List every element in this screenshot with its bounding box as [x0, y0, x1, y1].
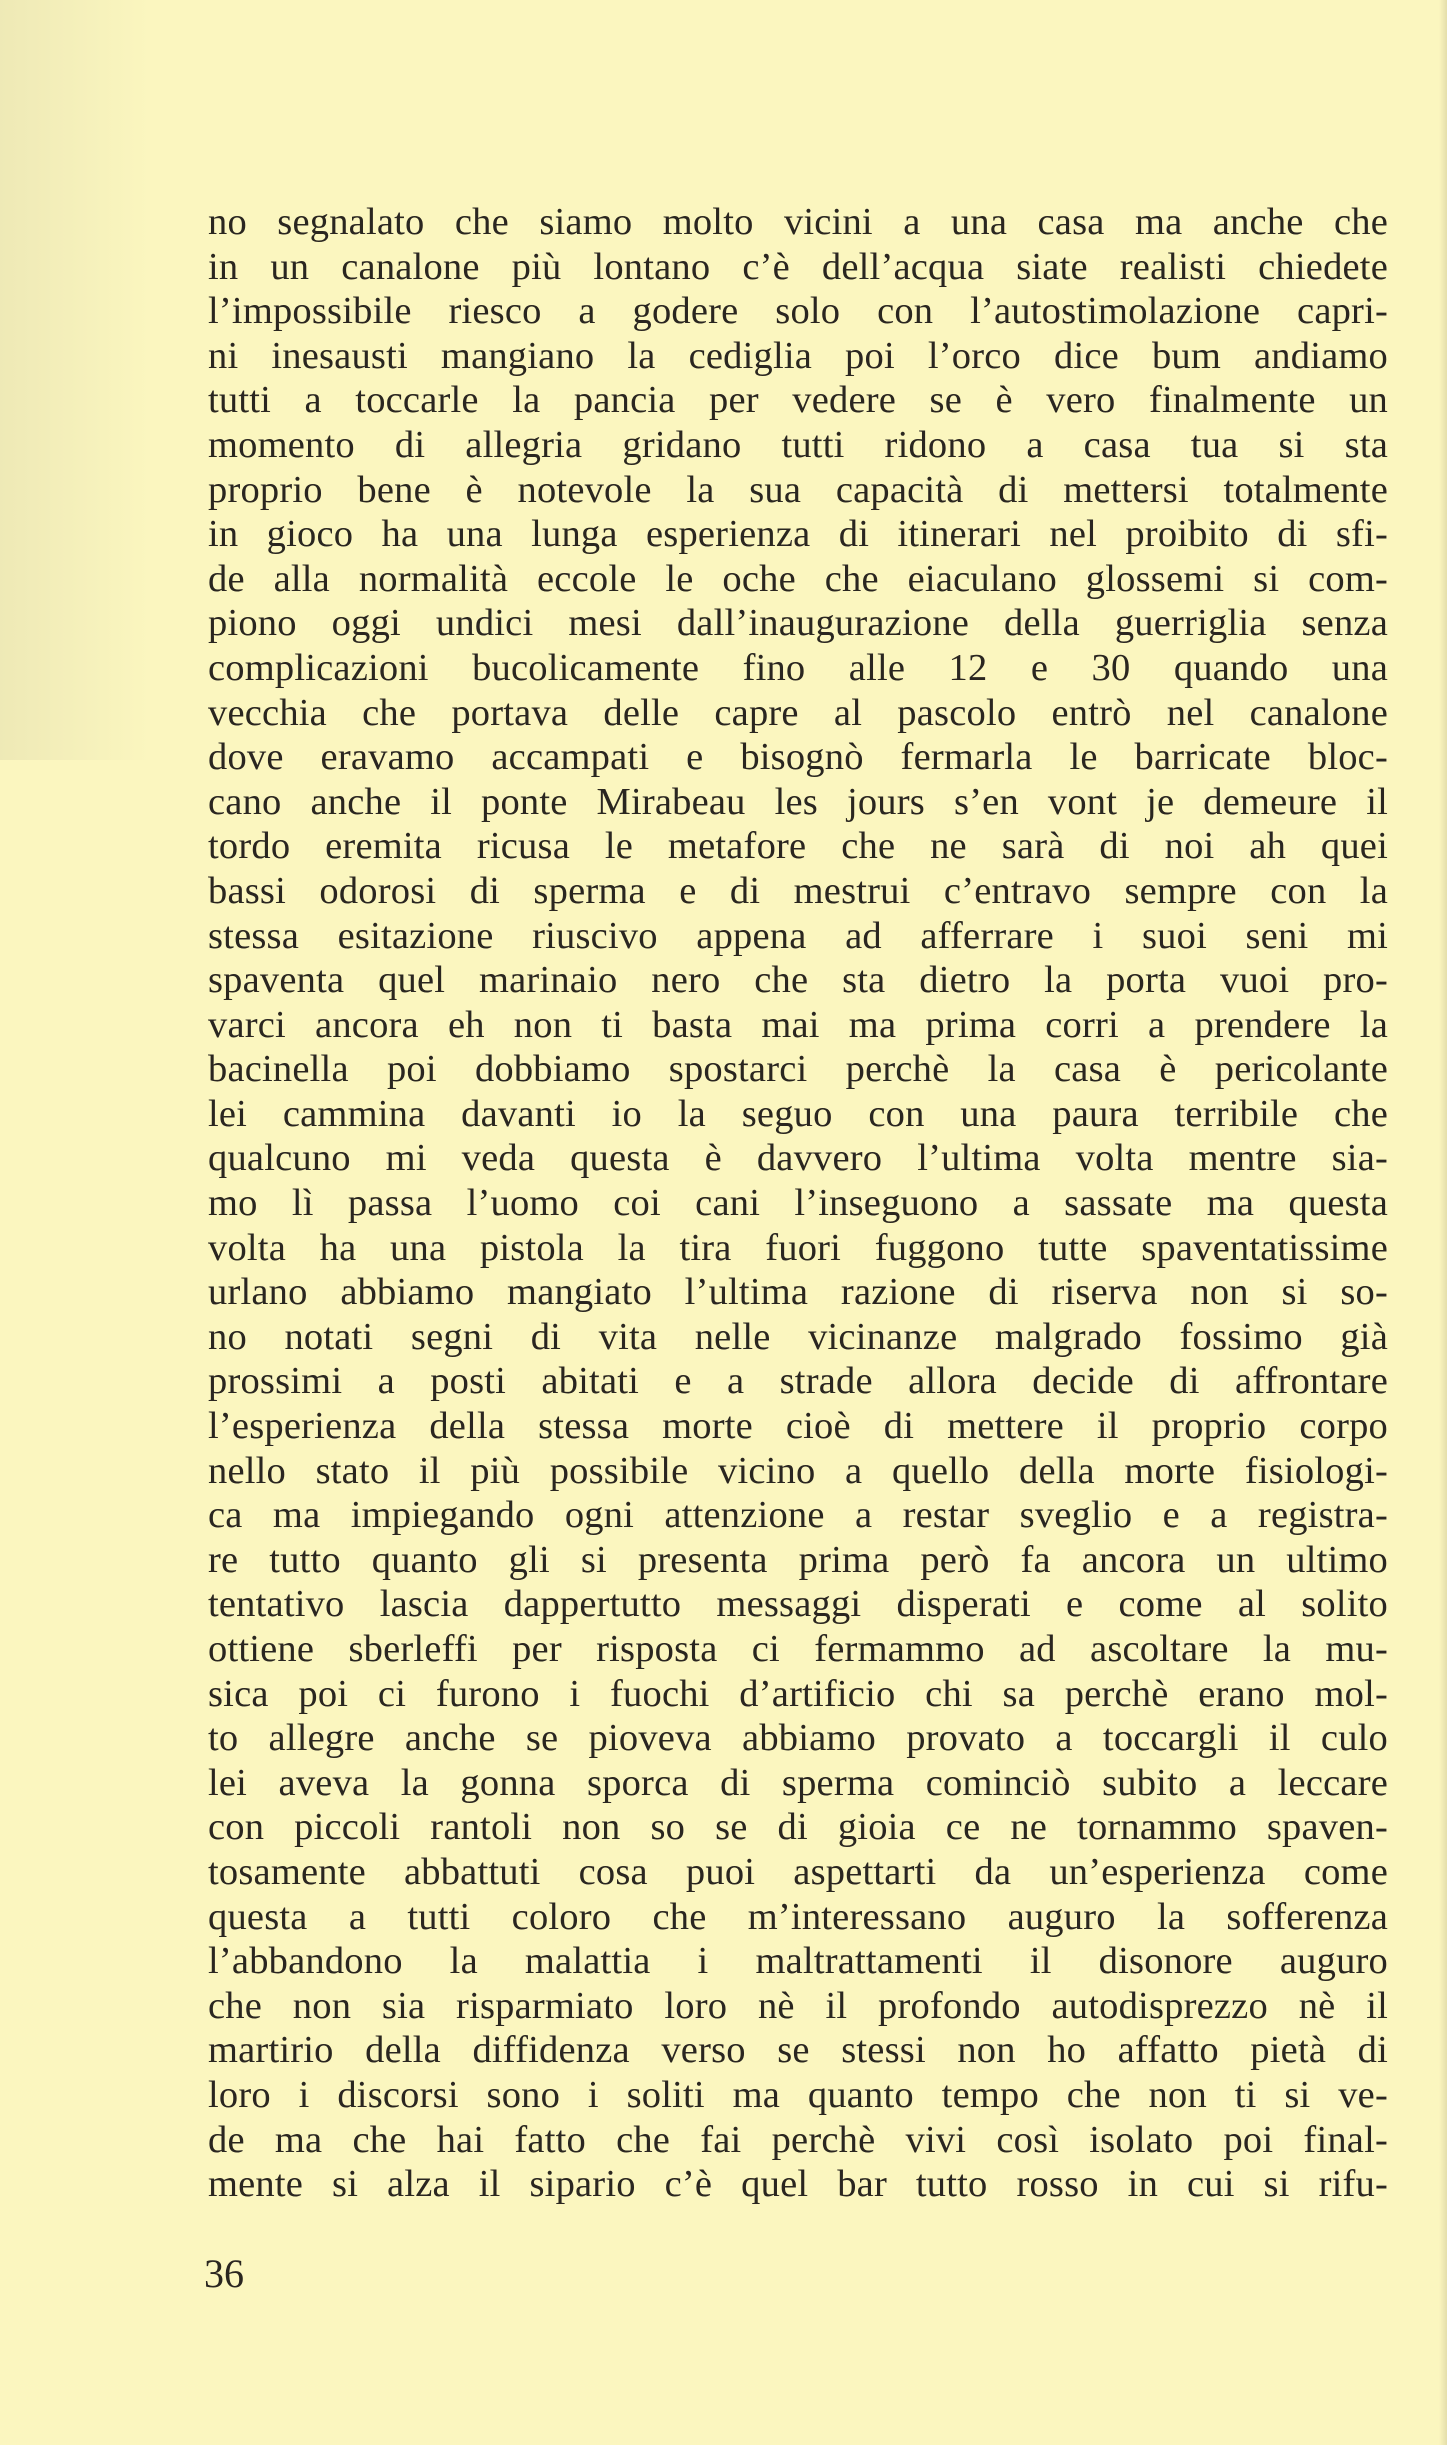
text-line: complicazioni bucolicamente fino alle 12 e 30 quando una: [208, 646, 1388, 689]
text-line: vecchia che portava delle capre al pascolo entrò nel canalone: [208, 691, 1388, 734]
text-line: sica poi ci furono i fuochi d’artificio chi sa perchè erano mol-: [208, 1672, 1388, 1715]
page-number: 36: [204, 2251, 244, 2296]
text-line: tosamente abbattuti cosa puoi aspettarti da un’esperienza come: [208, 1850, 1388, 1893]
text-line: spaventa quel marinaio nero che sta dietro la porta vuoi pro-: [208, 959, 1388, 1002]
text-line: mo lì passa l’uomo coi cani l’inseguono a sassate ma questa: [208, 1182, 1388, 1225]
text-line: dove eravamo accampati e bisognò fermarla le barricate bloc-: [208, 736, 1388, 779]
text-line: questa a tutti coloro che m’interessano auguro la sofferenza: [208, 1895, 1388, 1938]
text-line: re tutto quanto gli si presenta prima però fa ancora un ultimo: [208, 1538, 1388, 1581]
text-line: to allegre anche se pioveva abbiamo provato a toccargli il culo: [208, 1717, 1388, 1760]
text-line: no notati segni di vita nelle vicinanze malgrado fossimo già: [208, 1315, 1388, 1358]
text-line: nello stato il più possibile vicino a quello della morte fisiologi-: [208, 1449, 1388, 1492]
text-line: piono oggi undici mesi dall’inaugurazione della guerriglia senza: [208, 602, 1388, 645]
text-line: lei aveva la gonna sporca di sperma cominciò subito a leccare: [208, 1761, 1388, 1804]
text-line: varci ancora eh non ti basta mai ma prima corri a prendere la: [208, 1003, 1388, 1046]
text-line: proprio bene è notevole la sua capacità di mettersi totalmente: [208, 468, 1388, 511]
text-line: urlano abbiamo mangiato l’ultima razione di riserva non si so-: [208, 1271, 1388, 1314]
text-line: no segnalato che siamo molto vicini a una casa ma anche che: [208, 201, 1388, 243]
text-line: martirio della diffidenza verso se stessi non ho affatto pietà di: [208, 2029, 1388, 2072]
text-line: de ma che hai fatto che fai perchè vivi così isolato poi final-: [208, 2118, 1388, 2161]
text-line: bassi odorosi di sperma e di mestrui c’entravo sempre con la: [208, 869, 1388, 912]
text-line: l’abbandono la malattia i maltrattamenti il disonore auguro: [208, 1940, 1388, 1983]
text-line: cano anche il ponte Mirabeau les jours s’en vont je demeure il: [208, 780, 1388, 823]
text-line: ca ma impiegando ogni attenzione a restar sveglio e a registra-: [208, 1494, 1388, 1537]
text-line: l’impossibile riesco a godere solo con l’autostimolazione capri-: [208, 290, 1388, 333]
text-line: mente si alza il sipario c’è quel bar tutto rosso in cui si rifu-: [208, 2163, 1388, 2206]
text-line: stessa esitazione riuscivo appena ad afferrare i suoi seni mi: [208, 914, 1388, 957]
text-line: tutti a toccarle la pancia per vedere se è vero finalmente un: [208, 379, 1388, 422]
text-line: con piccoli rantoli non so se di gioia ce ne tornammo spaven-: [208, 1806, 1388, 1849]
text-line: bacinella poi dobbiamo spostarci perchè la casa è pericolante: [208, 1048, 1388, 1091]
text-line: ottiene sberleffi per risposta ci fermammo ad ascoltare la mu-: [208, 1628, 1388, 1670]
text-line: ni inesausti mangiano la cediglia poi l’orco dice bum andiamo: [208, 334, 1388, 377]
body-text: [208, 200, 1388, 2207]
text-line: qualcuno mi veda questa è davvero l’ultima volta mentre sia-: [208, 1137, 1388, 1180]
text-line: tentativo lascia dappertutto messaggi disperati e come al solito: [208, 1583, 1388, 1626]
text-line: loro i discorsi sono i soliti ma quanto tempo che non ti si ve-: [208, 2073, 1388, 2116]
text-line: tordo eremita ricusa le metafore che ne sarà di noi ah quei: [208, 825, 1388, 868]
text-line: che non sia risparmiato loro nè il profondo autodisprezzo nè il: [208, 1984, 1388, 2027]
text-line: momento di allegria gridano tutti ridono a casa tua si sta: [208, 423, 1388, 466]
text-line: in un canalone più lontano c’è dell’acqua siate realisti chiedete: [208, 245, 1388, 288]
scan-shadow-left: [0, 0, 150, 760]
scan-shadow-right: [1439, 0, 1447, 2445]
text-line: in gioco ha una lunga esperienza di itinerari nel proibito di sfi-: [208, 513, 1388, 556]
text-line: prossimi a posti abitati e a strade allora decide di affrontare: [208, 1360, 1388, 1403]
text-line: lei cammina davanti io la seguo con una paura terribile che: [208, 1092, 1388, 1135]
text-line: de alla normalità eccole le oche che eiaculano glossemi si com-: [208, 557, 1388, 600]
text-line: volta ha una pistola la tira fuori fuggono tutte spaventatissime: [208, 1226, 1388, 1269]
text-line: l’esperienza della stessa morte cioè di mettere il proprio corpo: [208, 1405, 1388, 1448]
